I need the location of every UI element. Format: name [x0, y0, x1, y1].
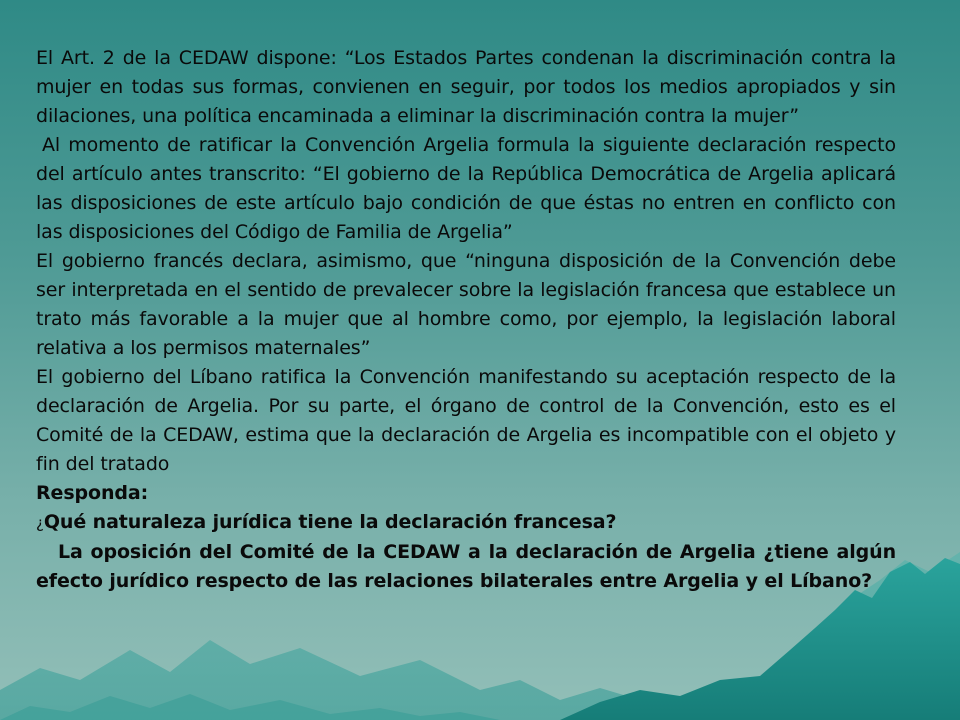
question-1-text: Qué naturaleza jurídica tiene la declaración francesa? — [43, 511, 617, 533]
question-1 — [36, 508, 896, 538]
question-1-mark: ¿ — [36, 514, 44, 532]
question-2: La oposición del Comité de la CEDAW a la declaración de Argelia ¿tiene algún efecto jurídico respecto de las relaciones bilaterales entre Argelia y el Líbano? — [36, 541, 896, 592]
paragraph-cedaw-article: El Art. 2 de la CEDAW dispone: “Los Estados Partes condenan la discriminación contra la mujer en todas sus formas, convienen en seguir, por todos los medios apropiados y sin dilaciones, una política encaminada a eliminar la discriminación contra la mujer” — [36, 47, 896, 127]
paragraph-algeria-declaration: Al momento de ratificar la Convención Argelia formula la siguiente declaración respecto del artículo antes transcrito: “El gobierno de la República Democrática de Argelia aplicará las disposiciones de este artículo bajo condición de que éstas no entren en conflicto con las disposiciones del Código de Familia de Argelia” — [36, 134, 896, 243]
slide-body — [36, 44, 896, 596]
questions-heading: Responda: — [36, 482, 149, 504]
paragraph-france-declaration: El gobierno francés declara, asimismo, que “ninguna disposición de la Convención debe ser interpretada en el sentido de prevalecer sobre la legislación francesa que establece un trato más favorable a la mujer que al hombre como, por ejemplo, la legislación laboral relativa a los permisos maternales” — [36, 250, 896, 359]
paragraph-lebanon-ratification: El gobierno del Líbano ratifica la Convención manifestando su aceptación respecto de la declaración de Argelia. Por su parte, el órgano de control de la Convención, esto es el Comité de la CEDAW, estima que la declaración de Argelia es incompatible con el objeto y fin del tratado — [36, 366, 896, 475]
